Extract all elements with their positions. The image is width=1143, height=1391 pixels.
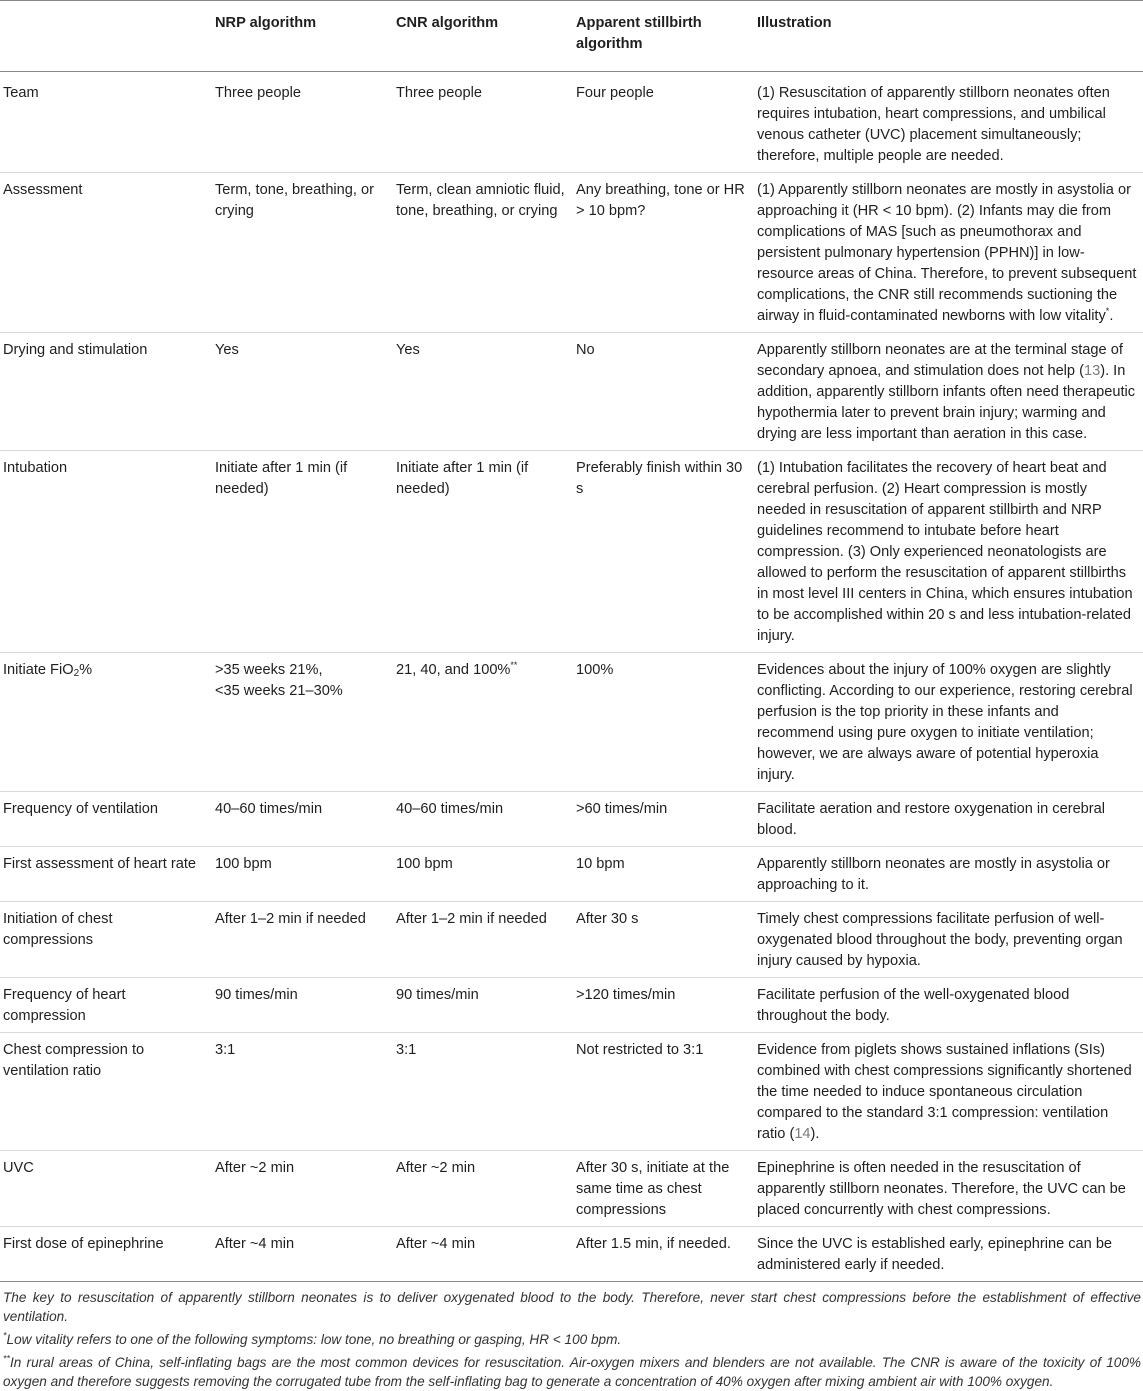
nrp-cell: 40–60 times/min: [212, 792, 393, 847]
row-label: Chest compression to ventilation ratio: [0, 1033, 212, 1151]
illustration-cell: (1) Apparently stillborn neonates are mostly in asystolia or approaching it (HR < 10 bpm). (2) Infants may die from complications of MAS [such as pneumothorax and persistent pulmonary hypertension (PPHN)] in low-resource areas of China. Therefore, to prevent subsequent complications, the CNR still recommends suctioning the airway in fluid-contaminated newborns with low vitality*.: [754, 173, 1143, 333]
illustration-cell: (1) Intubation facilitates the recovery of heart beat and cerebral perfusion. (2) Heart compression is mostly needed in resuscitation of apparent stillbirth and NRP guidelines recommend to intubate before heart compression. (3) Only experienced neonatologists are allowed to perform the resuscitation of apparent stillbirths in most level III centers in China, which ensures intubation to be accomplished within 20 s and less intubation-related injury.: [754, 451, 1143, 653]
header-row: [0, 1, 1143, 72]
cnr-cell: After 1–2 min if needed: [393, 902, 573, 978]
illustration-text-post: ). In addition, apparently stillborn infants often need therapeutic hypothermia later to prevent brain injury; warming and drying are less important than aeration in this case.: [757, 363, 1136, 442]
table-row-ventilation-frequency: [0, 792, 1143, 847]
nrp-cell: 100 bpm: [212, 847, 393, 902]
table-row-heart-rate: [0, 847, 1143, 902]
row-label: Drying and stimulation: [0, 333, 212, 451]
table-row-heart-compression-frequency: [0, 978, 1143, 1033]
table-row-team: [0, 72, 1143, 173]
table-row-assessment: [0, 173, 1143, 333]
apparent-cell: Not restricted to 3:1: [573, 1033, 754, 1151]
table-notes: [0, 1282, 1143, 1391]
row-label-post: %: [79, 662, 93, 678]
row-label: Assessment: [0, 173, 212, 333]
illustration-cell: [754, 1033, 1143, 1151]
nrp-cell: After 1–2 min if needed: [212, 902, 393, 978]
note-rural-areas: [3, 1353, 1141, 1391]
illustration-cell: Apparently stillborn neonates are mostly in asystolia or approaching to it.: [754, 847, 1143, 902]
illustration-cell: [754, 333, 1143, 451]
table-row-uvc: [0, 1151, 1143, 1227]
cnr-cell: 3:1: [393, 1033, 573, 1151]
cnr-cell: After ~2 min: [393, 1151, 573, 1227]
table-body: [0, 72, 1143, 1282]
table-row-intubation: [0, 451, 1143, 653]
row-label: Intubation: [0, 451, 212, 653]
footnote-mark: *: [1105, 306, 1110, 317]
header-nrp: NRP algorithm: [212, 1, 393, 72]
apparent-cell: Any breathing, tone or HR > 10 bpm?: [573, 173, 754, 333]
nrp-cell: Three people: [212, 72, 393, 173]
reference-link[interactable]: 14: [794, 1126, 811, 1142]
nrp-cell: Yes: [212, 333, 393, 451]
apparent-cell: >120 times/min: [573, 978, 754, 1033]
nrp-cell: After ~2 min: [212, 1151, 393, 1227]
row-label: Frequency of heart compression: [0, 978, 212, 1033]
illustration-cell: Timely chest compressions facilitate perfusion of well-oxygenated blood throughout the body, preventing organ injury caused by hypoxia.: [754, 902, 1143, 978]
header-apparent-stillbirth: Apparent stillbirth algorithm: [573, 1, 754, 72]
illustration-text: (1) Apparently stillborn neonates are mostly in asystolia or approaching it (HR < 10 bpm). (2) Infants may die from complications of MAS [such as pneumothorax and persistent pulmonary hypertension (PPHN)] in low-resource areas of China. Therefore, to prevent subsequent complications, the CNR still recommends suctioning the airway in fluid-contaminated newborns with low vitality: [757, 182, 1137, 324]
table-row-epinephrine: [0, 1227, 1143, 1282]
nrp-line: <35 weeks 21–30%: [215, 683, 343, 699]
apparent-cell: After 1.5 min, if needed.: [573, 1227, 754, 1282]
illustration-text-post: ).: [810, 1126, 820, 1142]
row-label: UVC: [0, 1151, 212, 1227]
cnr-cell: Yes: [393, 333, 573, 451]
cnr-cell: After ~4 min: [393, 1227, 573, 1282]
cnr-cell: [393, 653, 573, 792]
illustration-cell: Evidences about the injury of 100% oxygen are slightly conflicting. According to our experience, restoring cerebral perfusion is the top priority in these infants and recommend using pure oxygen to initiate ventilation; however, we are always aware of potential hyperoxia injury.: [754, 653, 1143, 792]
nrp-cell: After ~4 min: [212, 1227, 393, 1282]
apparent-cell: 100%: [573, 653, 754, 792]
table-row-compression-ratio: [0, 1033, 1143, 1151]
table-header: [0, 1, 1143, 72]
cnr-cell: Term, clean amniotic fluid, tone, breathing, or crying: [393, 173, 573, 333]
row-label: Team: [0, 72, 212, 173]
apparent-cell: Four people: [573, 72, 754, 173]
header-illustration: Illustration: [754, 1, 1143, 72]
header-cnr: CNR algorithm: [393, 1, 573, 72]
nrp-cell: [212, 653, 393, 792]
nrp-cell: Term, tone, breathing, or crying: [212, 173, 393, 333]
apparent-cell: After 30 s, initiate at the same time as chest compressions: [573, 1151, 754, 1227]
cnr-text: 21, 40, and 100%: [396, 662, 511, 678]
illustration-cell: Facilitate aeration and restore oxygenation in cerebral blood.: [754, 792, 1143, 847]
cnr-cell: 100 bpm: [393, 847, 573, 902]
illustration-cell: Since the UVC is established early, epinephrine can be administered early if needed.: [754, 1227, 1143, 1282]
reference-link[interactable]: 13: [1083, 363, 1101, 379]
note-low-vitality: [3, 1330, 1141, 1349]
table-row-chest-compressions: [0, 902, 1143, 978]
apparent-cell: After 30 s: [573, 902, 754, 978]
illustration-cell: Facilitate perfusion of the well-oxygenated blood throughout the body.: [754, 978, 1143, 1033]
cnr-cell: 90 times/min: [393, 978, 573, 1033]
apparent-cell: >60 times/min: [573, 792, 754, 847]
apparent-cell: Preferably finish within 30 s: [573, 451, 754, 653]
illustration-cell: (1) Resuscitation of apparently stillborn neonates often requires intubation, heart compressions, and umbilical venous catheter (UVC) placement simultaneously; therefore, multiple people are needed.: [754, 72, 1143, 173]
footnote-mark: *: [3, 1330, 7, 1341]
apparent-cell: 10 bpm: [573, 847, 754, 902]
cnr-cell: Three people: [393, 72, 573, 173]
note-main: The key to resuscitation of apparently stillborn neonates is to deliver oxygenated blood to the body. Therefore, never start chest compressions before the establishment of effective ventilation.: [3, 1290, 1141, 1324]
row-label: Initiation of chest compressions: [0, 902, 212, 978]
row-label: Frequency of ventilation: [0, 792, 212, 847]
header-empty: [0, 1, 212, 72]
cnr-cell: Initiate after 1 min (if needed): [393, 451, 573, 653]
row-label: First assessment of heart rate: [0, 847, 212, 902]
nrp-cell: 90 times/min: [212, 978, 393, 1033]
nrp-cell: 3:1: [212, 1033, 393, 1151]
note-text: In rural areas of China, self-inflating bags are the most common devices for resuscitation. Air-oxygen mixers and blenders are not available. The CNR is aware of the toxicity of 100% oxygen and therefore suggests removing the corrugated tube from the self-inflating bag to generate a concentration of 40% oxygen after mixing ambient air with 100% oxygen.: [3, 1355, 1141, 1389]
nrp-line: >35 weeks 21%,: [215, 662, 323, 678]
table-row-fio2: [0, 653, 1143, 792]
footnote-mark: **: [3, 1353, 11, 1364]
row-label: First dose of epinephrine: [0, 1227, 212, 1282]
table-row-drying: [0, 333, 1143, 451]
cnr-cell: 40–60 times/min: [393, 792, 573, 847]
illustration-text-pre: Apparently stillborn neonates are at the terminal stage of secondary apnoea, and stimulation does not help (: [757, 342, 1123, 379]
row-label-sub: 2: [73, 668, 80, 679]
illustration-cell: Epinephrine is often needed in the resuscitation of apparently stillborn neonates. Therefore, the UVC can be placed concurrently with chest compressions.: [754, 1151, 1143, 1227]
row-label-pre: Initiate FiO: [3, 662, 74, 678]
nrp-cell: Initiate after 1 min (if needed): [212, 451, 393, 653]
note-text: Low vitality refers to one of the following symptoms: low tone, no breathing or gasping, HR < 100 bpm.: [6, 1332, 622, 1347]
row-label: [0, 653, 212, 792]
illustration-text-pre: Evidence from piglets shows sustained inflations (SIs) combined with chest compressions significantly shortened the time needed to induce spontaneous circulation compared to the standard 3:1 compression: ventilation ratio (: [757, 1042, 1132, 1142]
footnote-mark: **: [510, 660, 518, 671]
apparent-cell: No: [573, 333, 754, 451]
